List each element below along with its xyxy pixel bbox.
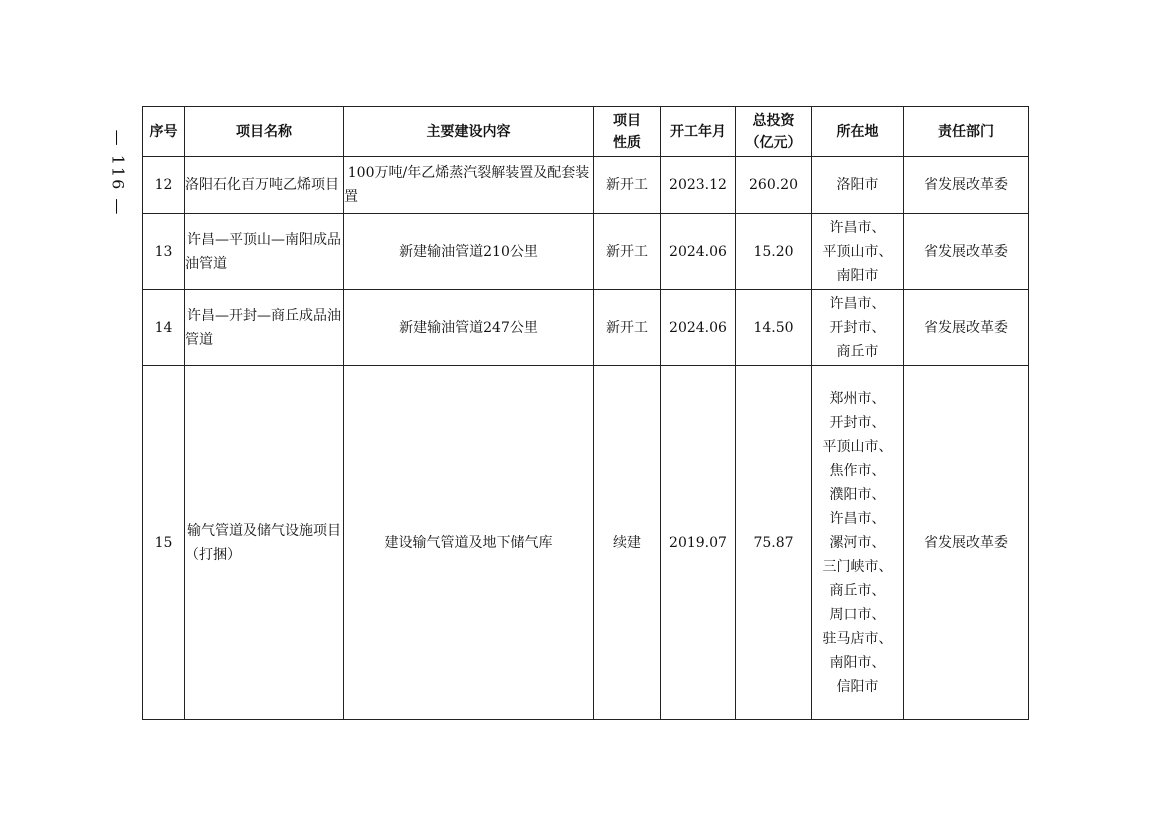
location-city: 焦作市、 xyxy=(829,462,886,479)
cell-investment: 15.20 xyxy=(736,214,812,290)
header-seq: 序号 xyxy=(143,107,185,157)
cell-department: 省发展改革委 xyxy=(904,290,1029,366)
location-city: 濮阳市、 xyxy=(829,486,886,503)
location-city: 漯河市、 xyxy=(829,534,886,551)
project-table xyxy=(142,106,1029,720)
cell-location xyxy=(812,214,904,290)
cell-department: 省发展改革委 xyxy=(904,214,1029,290)
cell-content: 新建输油管道210公里 xyxy=(344,214,594,290)
cell-start: 2019.07 xyxy=(661,366,736,720)
header-start: 开工年月 xyxy=(661,107,736,157)
cell-nature: 新开工 xyxy=(594,214,661,290)
cell-nature: 新开工 xyxy=(594,290,661,366)
location-city: 周口市、 xyxy=(829,606,886,623)
location-city: 南阳市、 xyxy=(829,654,886,671)
header-nature: 项目 性质 xyxy=(594,107,661,157)
location-city: 许昌市、 xyxy=(829,510,886,527)
cell-content: 新建输油管道247公里 xyxy=(344,290,594,366)
location-city: 平顶山市、 xyxy=(822,438,893,455)
cell-location xyxy=(812,290,904,366)
cell-nature: 新开工 xyxy=(594,157,661,214)
cell-seq: 13 xyxy=(143,214,185,290)
cell-seq: 12 xyxy=(143,157,185,214)
header-investment: 总投资 （亿元） xyxy=(736,107,812,157)
location-city: 开封市、 xyxy=(829,414,886,431)
header-location: 所在地 xyxy=(812,107,904,157)
location-city: 郑州市、 xyxy=(829,390,886,407)
table-row xyxy=(143,366,1029,720)
table-header-row xyxy=(143,107,1029,157)
location-city: 许昌市、 xyxy=(829,219,886,236)
location-city: 南阳市 xyxy=(836,267,879,284)
cell-start: 2024.06 xyxy=(661,214,736,290)
location-city: 三门峡市、 xyxy=(822,558,893,575)
cell-name: 许昌—开封—商丘成品油管道 xyxy=(185,290,344,366)
cell-seq: 15 xyxy=(143,366,185,720)
location-city: 驻马店市、 xyxy=(822,630,893,647)
header-name: 项目名称 xyxy=(185,107,344,157)
table-row xyxy=(143,157,1029,214)
location-city: 开封市、 xyxy=(829,319,886,336)
table-row xyxy=(143,214,1029,290)
cell-nature: 续建 xyxy=(594,366,661,720)
location-city: 平顶山市、 xyxy=(822,243,893,260)
cell-location xyxy=(812,157,904,214)
cell-content: 建设输气管道及地下储气库 xyxy=(344,366,594,720)
cell-investment: 260.20 xyxy=(736,157,812,214)
cell-investment: 14.50 xyxy=(736,290,812,366)
page-number-text: — 116 — xyxy=(108,129,128,217)
table-row xyxy=(143,290,1029,366)
cell-investment: 75.87 xyxy=(736,366,812,720)
cell-start: 2024.06 xyxy=(661,290,736,366)
location-city: 信阳市 xyxy=(836,678,879,695)
page-number xyxy=(95,129,141,217)
location-city: 洛阳市 xyxy=(836,177,879,193)
cell-content: 100万吨/年乙烯蒸汽裂解装置及配套装置 xyxy=(344,157,594,214)
cell-name: 洛阳石化百万吨乙烯项目 xyxy=(185,157,344,214)
cell-department: 省发展改革委 xyxy=(904,157,1029,214)
cell-location xyxy=(812,366,904,720)
cell-seq: 14 xyxy=(143,290,185,366)
header-department: 责任部门 xyxy=(904,107,1029,157)
location-city: 商丘市 xyxy=(836,343,879,360)
location-city: 许昌市、 xyxy=(829,295,886,312)
location-city: 商丘市、 xyxy=(829,582,886,599)
cell-name: 许昌—平顶山—南阳成品油管道 xyxy=(185,214,344,290)
cell-start: 2023.12 xyxy=(661,157,736,214)
header-content: 主要建设内容 xyxy=(344,107,594,157)
cell-name: 输气管道及储气设施项目（打捆） xyxy=(185,366,344,720)
cell-department: 省发展改革委 xyxy=(904,366,1029,720)
